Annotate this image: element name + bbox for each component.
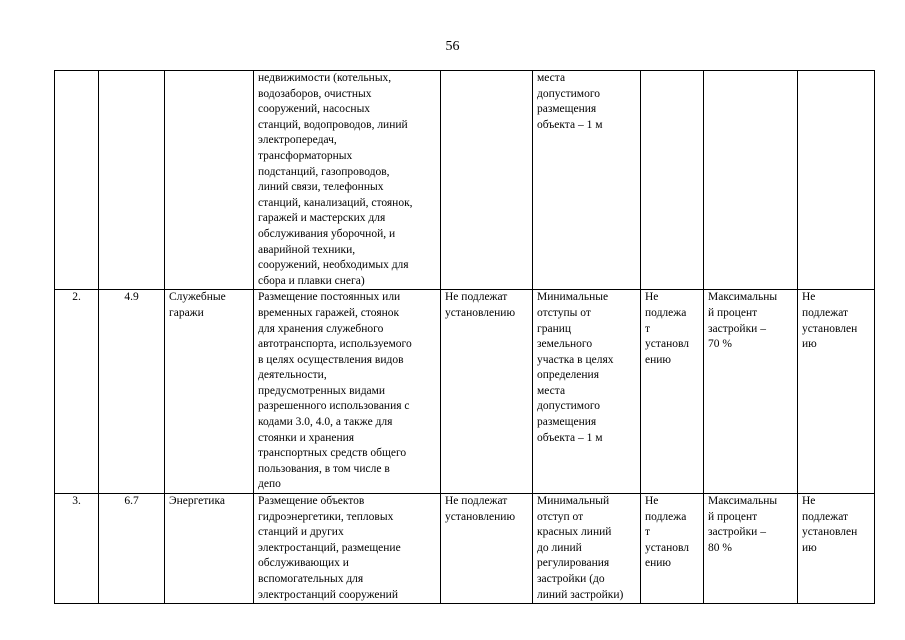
- text-line: подлежа: [645, 510, 687, 523]
- cell-coverage: [704, 290, 798, 494]
- cell-number: 3.: [55, 494, 99, 604]
- text-line: гаражей и мастерских для: [258, 212, 386, 225]
- cell-code: 4.9: [99, 290, 165, 494]
- text-line: Размещение объектов: [258, 495, 365, 508]
- text-line: т: [645, 322, 651, 335]
- text-line: красных линий: [537, 526, 612, 539]
- text-line: автотранспорта, используемого: [258, 338, 412, 351]
- text-line: ению: [645, 557, 672, 570]
- text-line: Не: [802, 495, 816, 508]
- cell-floors: [641, 494, 704, 604]
- text-line: Не: [802, 291, 816, 304]
- text-line: подстанций, газопроводов,: [258, 165, 390, 178]
- cell-number: 2.: [55, 290, 99, 494]
- text-line: й процент: [708, 510, 758, 523]
- text-line: границ: [537, 322, 572, 335]
- cell-setbacks: [533, 71, 641, 290]
- text-line: сооружений, насосных: [258, 103, 371, 116]
- text-line: электростанций сооружений: [258, 588, 398, 601]
- cell-number: [55, 71, 99, 290]
- text-line: 70 %: [708, 338, 732, 351]
- text-line: Минимальный: [537, 495, 610, 508]
- text-line: водозаборов, очистных: [258, 87, 372, 100]
- cell-use-name: [165, 494, 254, 604]
- text-line: вспомогательных для: [258, 573, 364, 585]
- text-line: отступ от: [537, 510, 584, 523]
- text-line: кодами 3.0, 4.0, а также для: [258, 416, 393, 429]
- text-line: установлен: [802, 526, 858, 539]
- text-line: размещения: [537, 416, 597, 429]
- text-line: т: [645, 526, 651, 539]
- text-line: ению: [645, 353, 672, 366]
- cell-description: [254, 71, 441, 290]
- text-line: линий застройки): [537, 588, 624, 601]
- text-line: установлению: [445, 510, 516, 523]
- text-line: пользования, в том числе в: [258, 462, 390, 475]
- text-line: места: [537, 384, 566, 397]
- text-line: разрешенного использования с: [258, 400, 410, 413]
- text-line: предусмотренных видами: [258, 384, 386, 397]
- cell-description: [254, 494, 441, 604]
- text-line: Служебные: [169, 291, 226, 304]
- text-line: сбора и плавки снега): [258, 274, 365, 287]
- text-line: подлежат: [802, 510, 849, 523]
- text-line: регулирования: [537, 557, 610, 570]
- text-line: гидроэнергетики, тепловых: [258, 510, 394, 523]
- text-line: Не: [645, 495, 659, 508]
- text-line: Не подлежат: [445, 495, 508, 508]
- text-line: объекта – 1 м: [537, 118, 603, 131]
- land-use-table: [54, 70, 875, 604]
- cell-plot-size: [441, 494, 533, 604]
- text-line: размещения: [537, 103, 597, 116]
- table-row-3: [55, 494, 875, 604]
- text-line: отступы от: [537, 306, 591, 319]
- text-line: установлению: [445, 306, 516, 319]
- text-line: для хранения служебного: [258, 322, 384, 335]
- text-line: установл: [645, 338, 690, 351]
- text-line: станций и других: [258, 526, 344, 539]
- text-line: обслуживания уборочной, и: [258, 227, 396, 240]
- cell-floors: [641, 290, 704, 494]
- text-line: участка в целях: [537, 353, 614, 366]
- cell-other-params: [798, 494, 875, 604]
- text-line: депо: [258, 478, 281, 491]
- text-line: установлен: [802, 322, 858, 335]
- text-line: Максимальны: [708, 291, 778, 304]
- cell-coverage: [704, 71, 798, 290]
- text-line: ию: [802, 541, 817, 554]
- text-line: временных гаражей, стоянок: [258, 306, 400, 319]
- text-line: аварийной техники,: [258, 243, 356, 256]
- cell-other-params: [798, 71, 875, 290]
- text-line: объекта – 1 м: [537, 431, 603, 444]
- table-row-continuation: [55, 71, 875, 290]
- text-line: застройки (до: [537, 573, 605, 585]
- cell-plot-size: [441, 71, 533, 290]
- text-line: допустимого: [537, 87, 600, 100]
- text-line: места: [537, 72, 566, 84]
- text-line: сооружений, необходимых для: [258, 259, 409, 272]
- text-line: й процент: [708, 306, 758, 319]
- text-line: станций, водопроводов, линий: [258, 118, 408, 131]
- text-line: ию: [802, 338, 817, 351]
- cell-coverage: [704, 494, 798, 604]
- text-line: линий связи, телефонных: [258, 181, 384, 194]
- text-line: Не: [645, 291, 659, 304]
- text-line: допустимого: [537, 400, 600, 413]
- text-line: установл: [645, 541, 690, 554]
- text-line: Размещение постоянных или: [258, 291, 401, 304]
- cell-other-params: [798, 290, 875, 494]
- cell-floors: [641, 71, 704, 290]
- text-line: Энергетика: [169, 495, 225, 508]
- text-line: земельного: [537, 338, 593, 351]
- text-line: электростанций, размещение: [258, 541, 401, 554]
- text-line: застройки –: [708, 526, 766, 539]
- text-line: стоянки и хранения: [258, 431, 355, 444]
- cell-setbacks: [533, 290, 641, 494]
- cell-code: [99, 71, 165, 290]
- text-line: станций, канализаций, стоянок,: [258, 196, 413, 209]
- text-line: застройки –: [708, 322, 766, 335]
- cell-description: [254, 290, 441, 494]
- text-line: трансформаторных: [258, 149, 353, 162]
- text-line: подлежат: [802, 306, 849, 319]
- text-line: электропередач,: [258, 134, 337, 147]
- cell-setbacks: [533, 494, 641, 604]
- text-line: до линий: [537, 541, 582, 554]
- text-line: гаражи: [169, 306, 204, 319]
- text-line: Минимальные: [537, 291, 609, 304]
- text-line: 80 %: [708, 541, 732, 554]
- table-row-2: [55, 290, 875, 494]
- text-line: подлежа: [645, 306, 687, 319]
- text-line: Не подлежат: [445, 291, 508, 304]
- page-number: 56: [445, 39, 460, 54]
- cell-code: 6.7: [99, 494, 165, 604]
- cell-use-name: [165, 290, 254, 494]
- text-line: деятельности,: [258, 369, 327, 382]
- cell-plot-size: [441, 290, 533, 494]
- text-line: обслуживающих и: [258, 557, 349, 570]
- text-line: определения: [537, 369, 600, 382]
- text-line: в целях осуществления видов: [258, 353, 404, 366]
- text-line: Максимальны: [708, 495, 778, 508]
- cell-use-name: [165, 71, 254, 290]
- text-line: недвижимости (котельных,: [258, 72, 392, 84]
- text-line: транспортных средств общего: [258, 447, 407, 460]
